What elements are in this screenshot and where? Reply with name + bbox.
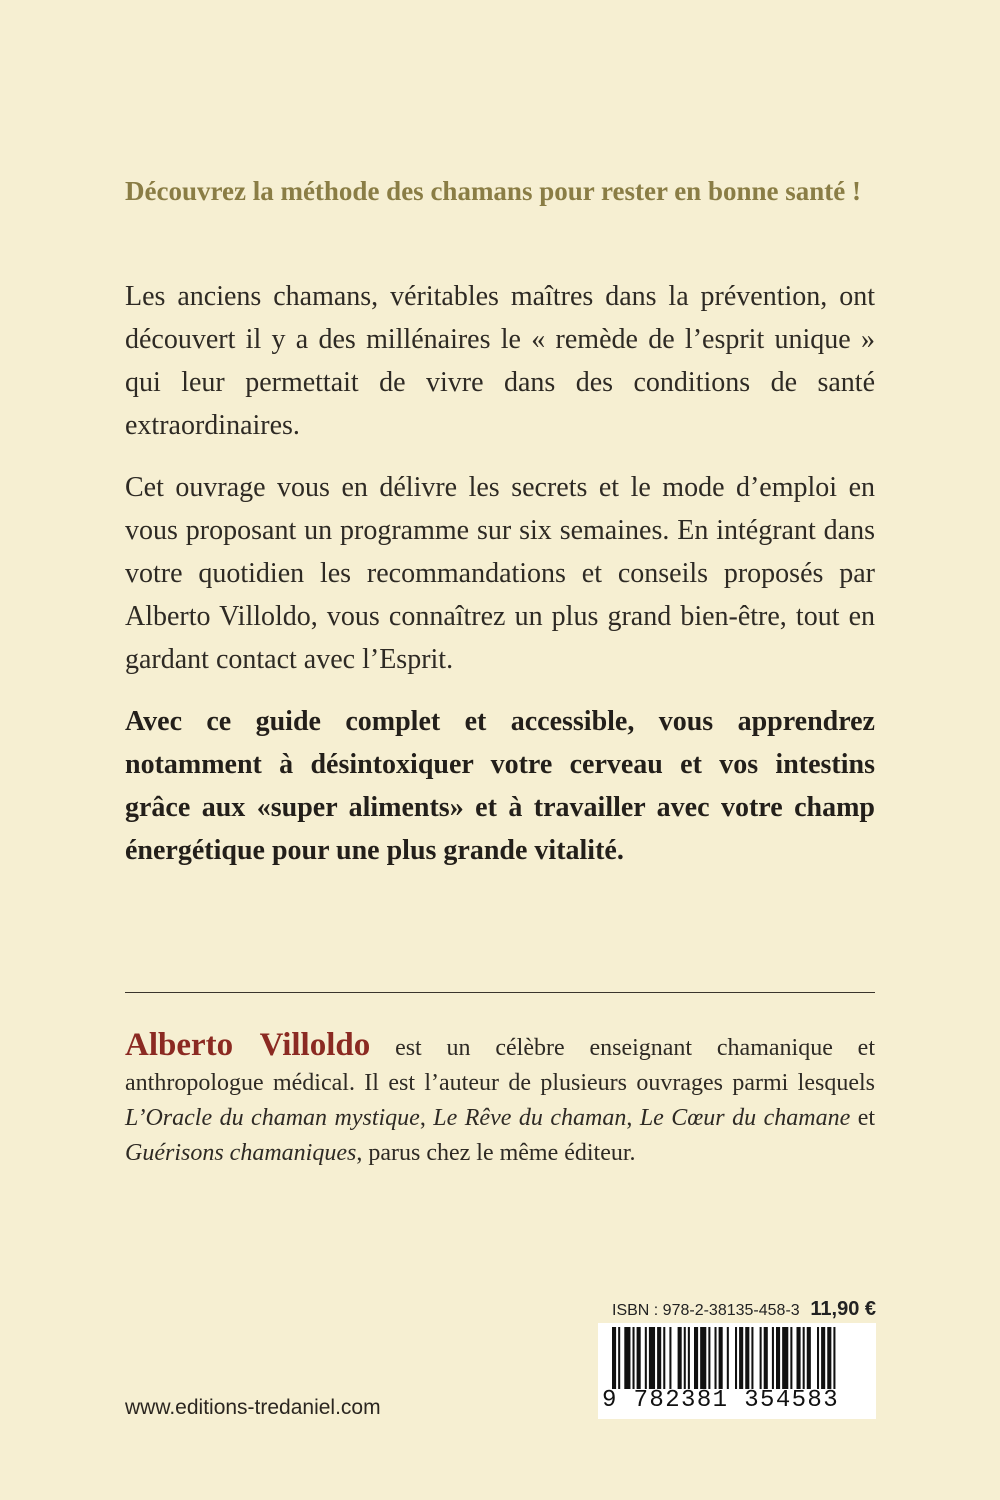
barcode-bar	[669, 1327, 671, 1389]
paragraph-program: Cet ouvrage vous en délivre les secrets et le mode d’emploi en vous proposant un programme sur six semaines. En intégrant dans votre quotidien les recommandations et conseils proposés par Alberto Villoldo, vous connaîtrez un plus grand bien-être, tout en gardant contact avec l’Esprit.	[125, 472, 875, 675]
barcode-bar	[700, 1327, 706, 1389]
barcode-bar	[678, 1327, 682, 1389]
barcode-digits: 9 782381 354583	[602, 1387, 840, 1414]
barcode-bar	[694, 1327, 698, 1389]
barcode-bar	[817, 1327, 819, 1389]
barcode-bar	[688, 1327, 690, 1389]
barcode-bar	[745, 1327, 749, 1389]
barcode-bar	[719, 1327, 723, 1389]
headline: Découvrez la méthode des chamans pour rester en bonne santé !	[125, 176, 861, 206]
bio-text-2: , parus chez le même éditeur.	[356, 1140, 636, 1166]
barcode-bar	[833, 1327, 835, 1389]
divider	[125, 992, 875, 993]
paragraph-intro: Les anciens chamans, véritables maîtres dans la prévention, ont découvert il y a des millénaires le « remède de l’esprit unique » qui leur permettait de vivre dans des conditions de santé extraordinaires.	[125, 281, 875, 441]
barcode-bar	[751, 1327, 753, 1389]
barcode-bar	[649, 1327, 655, 1389]
barcode-bar	[735, 1327, 737, 1389]
barcode-bar	[708, 1327, 710, 1389]
barcode-bar	[657, 1327, 661, 1389]
bio-text-1: est un célèbre enseignant chamanique et anthropologue médical. Il est l’auteur de plusieurs ouvrages parmi lesquels	[125, 1035, 875, 1096]
barcode-bar	[782, 1327, 788, 1389]
barcode-bar	[821, 1327, 825, 1389]
barcode-bar	[764, 1327, 768, 1389]
bio-separator-3: et	[850, 1105, 876, 1131]
barcode-bar	[807, 1327, 811, 1389]
author-bio	[125, 1028, 875, 1171]
barcode-bar	[684, 1327, 686, 1389]
paragraph-highlight: Avec ce guide complet et accessible, vous apprendrez notamment à désintoxiquer votre cerveau et vos intestins grâce aux «super aliments» et à travailler avec votre champ énergétique pour une plus grande vitalité.	[125, 706, 875, 866]
barcode-bar	[827, 1327, 831, 1389]
barcode-bar	[624, 1327, 630, 1389]
price: 11,90 €	[810, 1298, 876, 1320]
barcode-bars	[612, 1327, 862, 1389]
barcode-bar	[727, 1327, 729, 1389]
isbn-price-line	[612, 1298, 876, 1321]
barcode-bar	[612, 1327, 616, 1389]
author-name: Alberto Villoldo	[125, 1027, 371, 1063]
book-title-2: Le Rêve du chaman	[433, 1105, 627, 1131]
book-title-1: L’Oracle du chaman mystique	[125, 1105, 420, 1131]
barcode-bar	[739, 1327, 743, 1389]
barcode-bar	[803, 1327, 805, 1389]
barcode-bar	[715, 1327, 717, 1389]
barcode-bar	[790, 1327, 792, 1389]
barcode-bar	[663, 1327, 665, 1389]
barcode-bar	[797, 1327, 801, 1389]
barcode-bar	[637, 1327, 641, 1389]
bio-separator-2: ,	[626, 1105, 640, 1131]
isbn: ISBN : 978-2-38135-458-3	[612, 1302, 800, 1319]
barcode-bar	[633, 1327, 635, 1389]
barcode	[598, 1323, 876, 1419]
publisher-website[interactable]: www.editions-tredaniel.com	[125, 1396, 381, 1419]
barcode-bar	[760, 1327, 762, 1389]
book-title-3: Le Cœur du chamane	[639, 1105, 851, 1131]
barcode-bar	[645, 1327, 647, 1389]
barcode-bar	[772, 1327, 774, 1389]
book-title-4: Guérisons chamaniques	[125, 1140, 357, 1166]
barcode-bar	[776, 1327, 780, 1389]
bio-separator-1: ,	[419, 1105, 434, 1131]
barcode-bar	[618, 1327, 620, 1389]
